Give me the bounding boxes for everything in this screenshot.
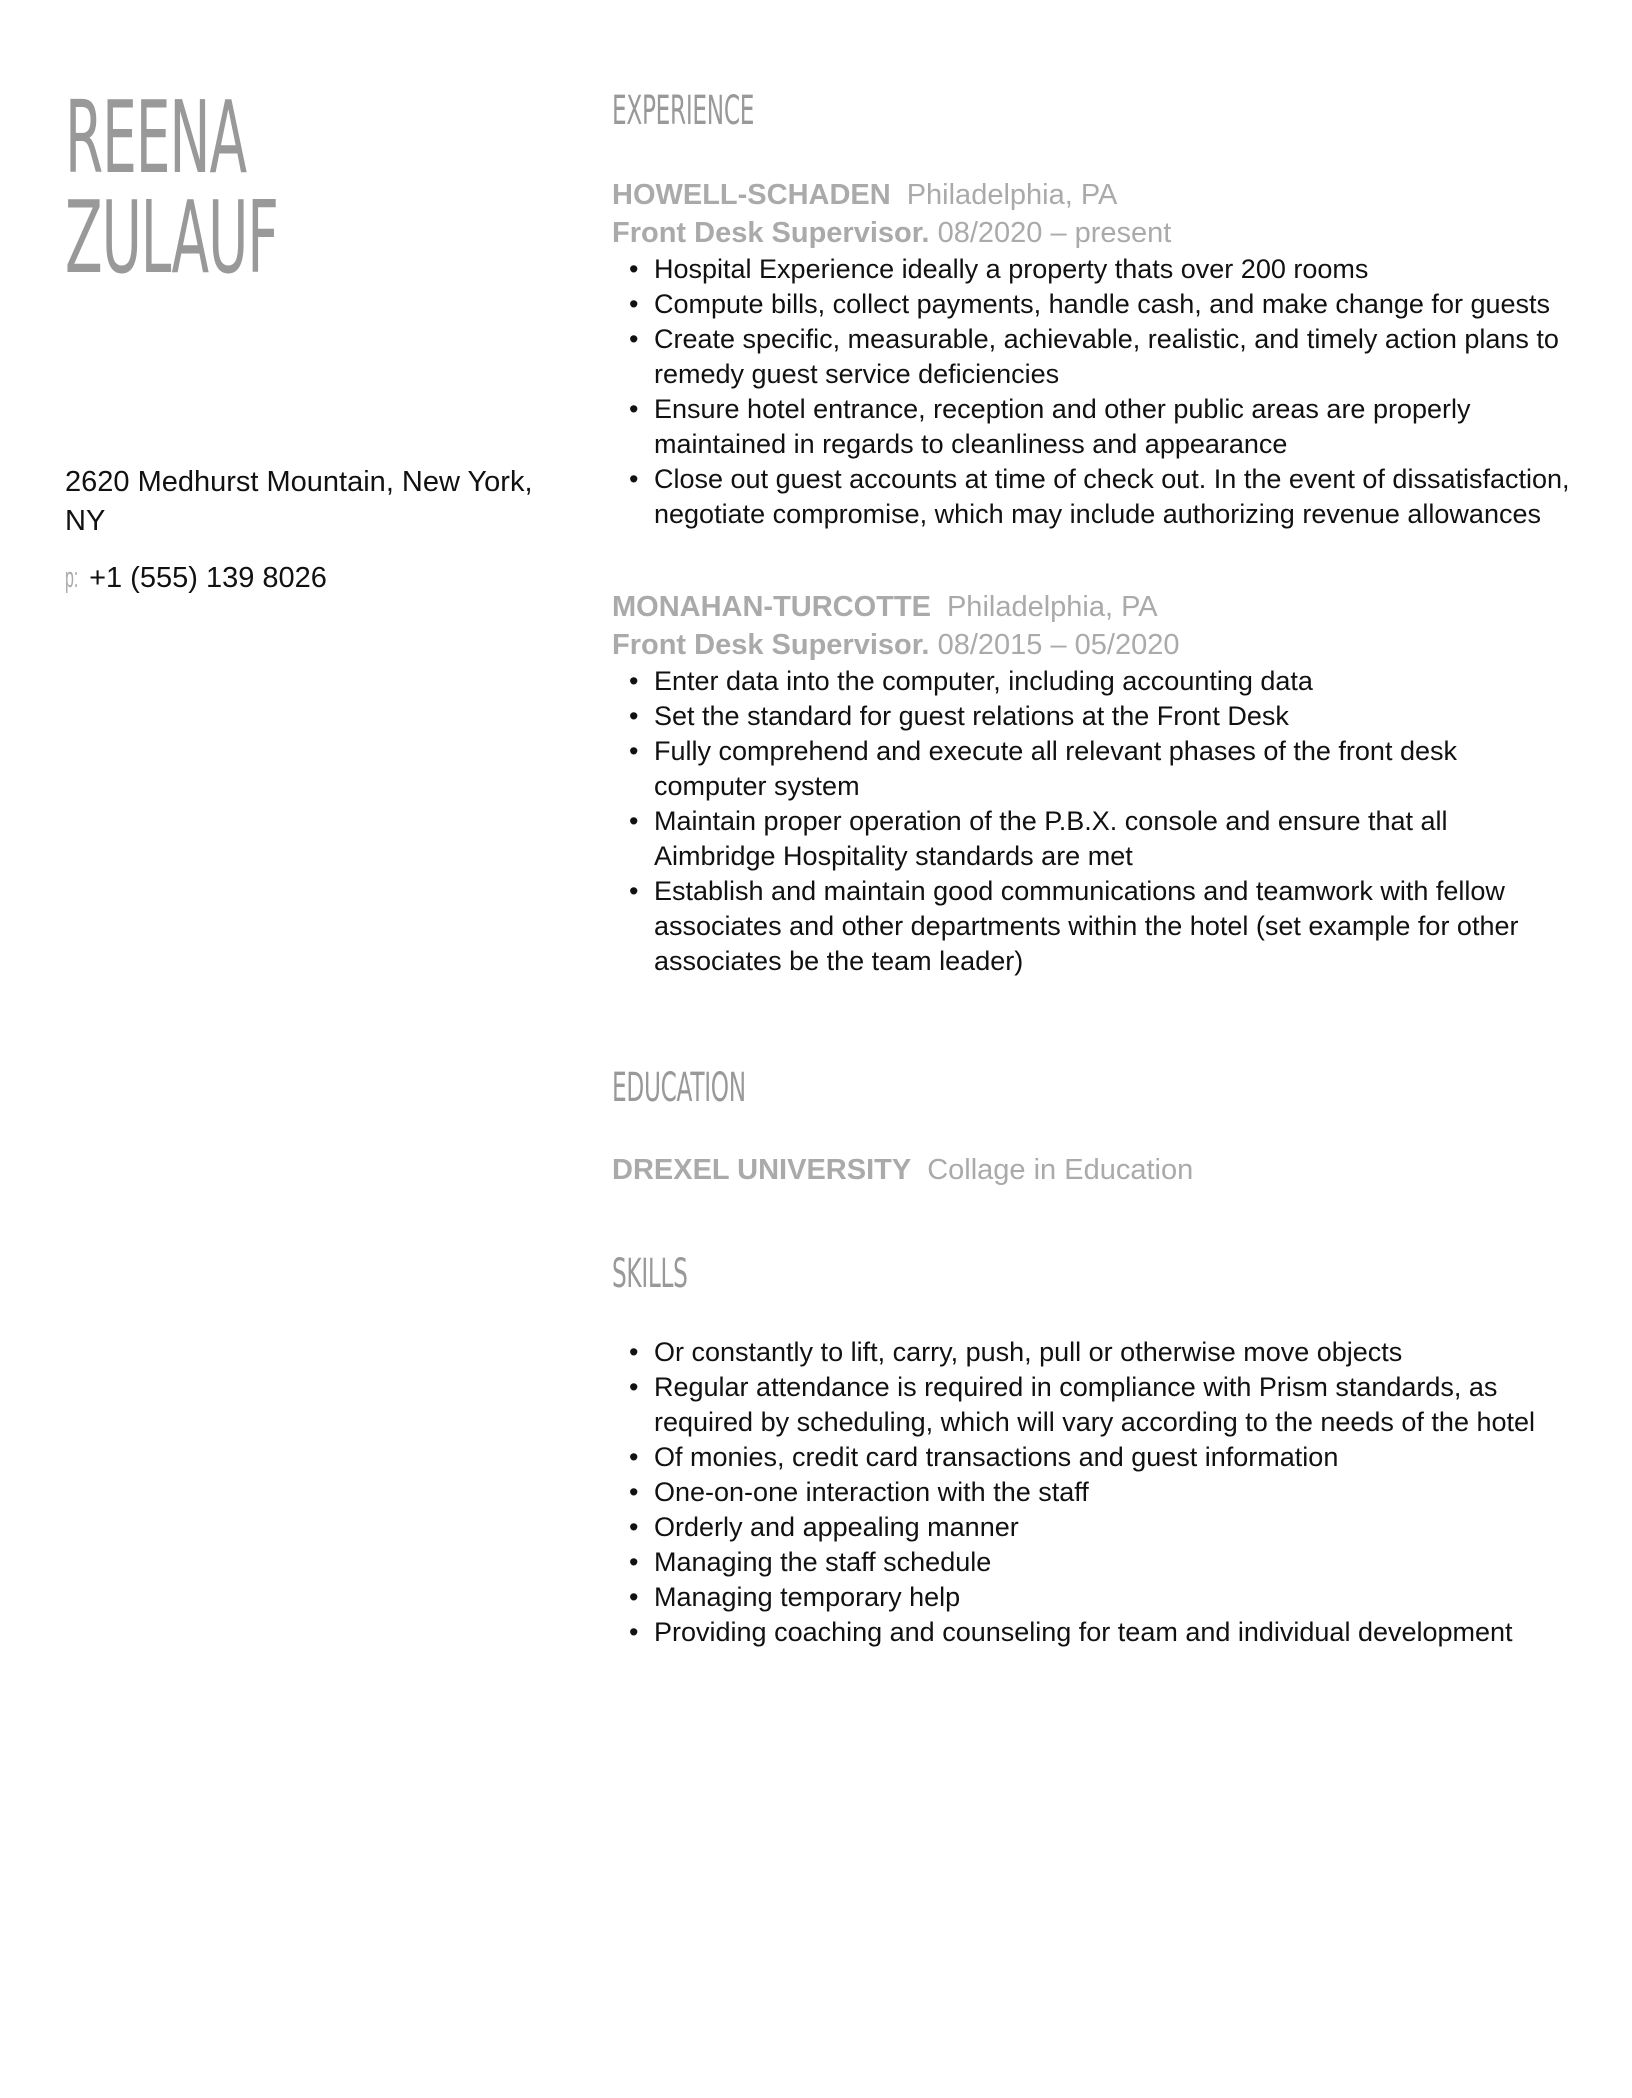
list-item: • Create specific, measurable, achievable, realistic, and timely action plans to remedy guest service deficiencies	[654, 322, 1572, 392]
job-dates: 08/2020 – present	[937, 217, 1172, 249]
list-item: • Set the standard for guest relations at the Front Desk	[654, 699, 1572, 734]
first-name: REENA	[65, 79, 246, 196]
company-name: MONAHAN-TURCOTTE	[612, 591, 931, 623]
address: 2620 Medhurst Mountain, New York, NY	[65, 466, 533, 537]
list-item: • Establish and maintain good communications and teamwork with fellow associates and other departments within the hotel (set example for other associates be the team leader)	[654, 874, 1572, 979]
list-item: • Providing coaching and counseling for team and individual development	[654, 1615, 1572, 1650]
job-location: Philadelphia, PA	[946, 591, 1158, 623]
phone-row	[65, 559, 565, 598]
list-item: • Or constantly to lift, carry, push, pull or otherwise move objects	[654, 1335, 1572, 1370]
list-item: • Managing temporary help	[654, 1580, 1572, 1615]
list-item: • Managing the staff schedule	[654, 1545, 1572, 1580]
skills-heading: SKILLS	[612, 1251, 688, 1297]
list-item: • Compute bills, collect payments, handle cash, and make change for guests	[654, 287, 1572, 322]
job-entry	[612, 588, 1572, 979]
list-item: • Close out guest accounts at time of check out. In the event of dissatisfaction, negotiate compromise, which may include authorizing revenue allowances	[654, 462, 1572, 532]
degree: Collage in Education	[927, 1154, 1194, 1186]
phone-number: +1 (555) 139 8026	[89, 562, 327, 594]
education-heading: EDUCATION	[612, 1065, 746, 1111]
skills-section	[612, 1251, 1572, 1650]
list-item: • Maintain proper operation of the P.B.X. console and ensure that all Aimbridge Hospitality standards are met	[654, 804, 1572, 874]
skills-list	[612, 1335, 1572, 1650]
list-item: • Fully comprehend and execute all relevant phases of the front desk computer system	[654, 734, 1572, 804]
list-item: • Hospital Experience ideally a property thats over 200 rooms	[654, 252, 1572, 287]
contact-block	[65, 463, 565, 598]
experience-section	[612, 88, 1572, 979]
job-role: Front Desk Supervisor.	[612, 629, 930, 661]
phone-label: p:	[65, 562, 79, 594]
list-item: • Ensure hotel entrance, reception and other public areas are properly maintained in regards to cleanliness and appearance	[654, 392, 1572, 462]
job-bullets	[612, 252, 1572, 532]
list-item: • Enter data into the computer, including accounting data	[654, 664, 1572, 699]
experience-heading: EXPERIENCE	[612, 88, 755, 134]
education-section	[612, 1065, 1572, 1189]
job-bullets	[612, 664, 1572, 979]
last-name: ZULAUF	[65, 179, 278, 296]
list-item: • Of monies, credit card transactions and guest information	[654, 1440, 1572, 1475]
list-item: • One-on-one interaction with the staff	[654, 1475, 1572, 1510]
job-role: Front Desk Supervisor.	[612, 217, 930, 249]
list-item: • Regular attendance is required in compliance with Prism standards, as required by scheduling, which will vary according to the needs of the hotel	[654, 1370, 1572, 1440]
job-location: Philadelphia, PA	[906, 179, 1118, 211]
education-entry	[612, 1151, 1572, 1189]
name-block	[65, 79, 565, 296]
school-name: DREXEL UNIVERSITY	[612, 1154, 912, 1186]
main-content	[612, 88, 1572, 1650]
job-role-row	[612, 626, 1572, 664]
job-dates: 08/2015 – 05/2020	[937, 629, 1180, 661]
person-name	[65, 79, 340, 296]
job-entry	[612, 176, 1572, 532]
job-header	[612, 176, 1572, 214]
job-header	[612, 588, 1572, 626]
company-name: HOWELL-SCHADEN	[612, 179, 891, 211]
job-role-row	[612, 214, 1572, 252]
list-item: • Orderly and appealing manner	[654, 1510, 1572, 1545]
